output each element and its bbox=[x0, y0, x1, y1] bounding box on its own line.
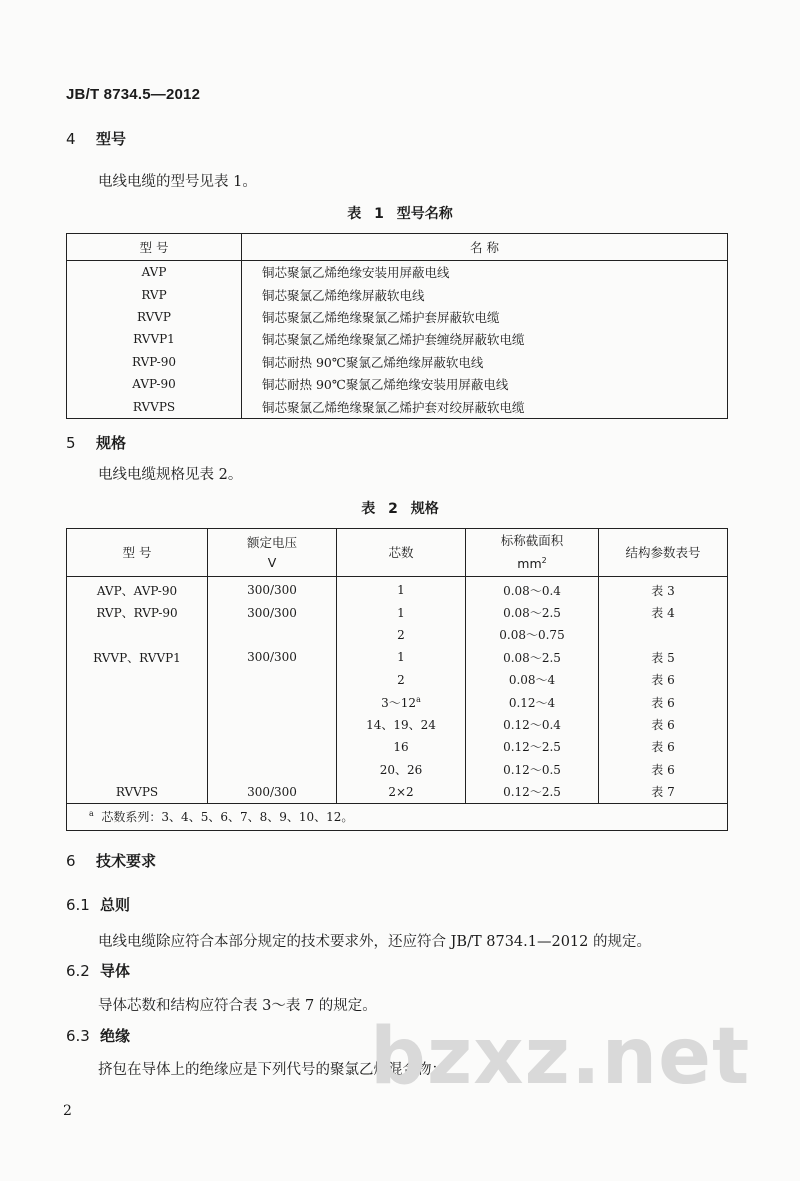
model-cell: RVP-90 bbox=[67, 351, 242, 373]
cores-cell: 1 bbox=[337, 646, 466, 668]
cores-cell: 1 bbox=[337, 577, 466, 602]
struct-cell: 表 6 bbox=[651, 673, 675, 688]
voltage-cell: 300/300 bbox=[208, 646, 337, 668]
page-number: 2 bbox=[63, 1103, 72, 1119]
name-cell: 铜芯耐热 90℃聚氯乙烯绝缘安装用屏蔽电线 bbox=[262, 377, 509, 393]
model-cell: RVVP1 bbox=[67, 328, 242, 350]
section-number: 6.1 bbox=[66, 896, 90, 914]
area-unit-exponent: 2 bbox=[541, 555, 547, 565]
table-row bbox=[67, 624, 728, 646]
section-5-heading bbox=[66, 432, 126, 453]
area-cell: 0.08～0.4 bbox=[466, 577, 599, 602]
section-number: 5 bbox=[66, 434, 76, 452]
section-6-1-text: 电线电缆除应符合本部分规定的技术要求外，还应符合 JB/T 8734.1—2012 的规定。 bbox=[98, 934, 651, 950]
footnote-text: 芯数系列：3、4、5、6、7、8、9、10、12。 bbox=[101, 810, 354, 825]
area-cell: 0.08～4 bbox=[466, 669, 599, 691]
table-2-header-voltage bbox=[208, 529, 337, 577]
table-row bbox=[67, 758, 728, 780]
model-cell: RVVP bbox=[67, 306, 242, 328]
area-unit bbox=[517, 556, 546, 571]
table-row bbox=[67, 601, 728, 623]
table-row bbox=[67, 577, 728, 602]
section-6-2-text: 导体芯数和结构应符合表 3～表 7 的规定。 bbox=[98, 998, 377, 1014]
model-cell: RVVPS bbox=[67, 395, 242, 418]
area-cell: 0.12～2.5 bbox=[466, 736, 599, 758]
struct-cell: 表 6 bbox=[651, 740, 675, 755]
table-2-caption: 表 2 规格 bbox=[361, 501, 439, 517]
name-cell: 铜芯聚氯乙烯绝缘屏蔽软电线 bbox=[262, 287, 425, 303]
table-footnote bbox=[67, 803, 728, 830]
cores-value: 3～12 bbox=[381, 695, 417, 710]
section-6-3-text: 挤包在导体上的绝缘应是下列代号的聚氯乙烯混合物： bbox=[98, 1062, 446, 1078]
voltage-cell bbox=[208, 669, 337, 691]
struct-cell: 表 3 bbox=[651, 583, 675, 598]
footnote-marker: a bbox=[416, 694, 421, 704]
struct-cell: 表 6 bbox=[651, 762, 675, 777]
cores-cell: 1 bbox=[337, 601, 466, 623]
struct-cell: 表 4 bbox=[651, 606, 675, 621]
name-cell: 铜芯聚氯乙烯绝缘聚氯乙烯护套缠绕屏蔽软电缆 bbox=[262, 332, 525, 348]
section-4-heading bbox=[66, 128, 126, 149]
section-number: 4 bbox=[66, 130, 76, 148]
section-6-2-heading bbox=[66, 960, 130, 981]
struct-cell: 表 6 bbox=[651, 718, 675, 733]
name-cell: 铜芯耐热 90℃聚氯乙烯绝缘屏蔽软电线 bbox=[262, 354, 484, 370]
table-1-header-model: 型 号 bbox=[67, 234, 242, 261]
table-row bbox=[67, 261, 728, 284]
table-row bbox=[67, 646, 728, 668]
area-cell: 0.12～0.4 bbox=[466, 713, 599, 735]
voltage-cell: 300/300 bbox=[208, 577, 337, 602]
struct-cell: 表 5 bbox=[651, 650, 675, 665]
model-cell: RVVPS bbox=[67, 781, 208, 804]
area-cell: 0.08～0.75 bbox=[466, 624, 599, 646]
cores-cell: 2×2 bbox=[337, 781, 466, 804]
voltage-cell bbox=[208, 758, 337, 780]
area-unit-base: mm bbox=[517, 556, 542, 572]
voltage-cell bbox=[208, 691, 337, 713]
struct-cell bbox=[599, 624, 728, 646]
table-2 bbox=[66, 528, 728, 831]
section-6-heading bbox=[66, 850, 156, 871]
model-cell: AVP、AVP-90 bbox=[67, 577, 208, 602]
cores-cell: 14、19、24 bbox=[337, 713, 466, 735]
area-label: 标称截面积 bbox=[500, 532, 564, 548]
table-row bbox=[67, 713, 728, 735]
section-title: 规格 bbox=[96, 434, 127, 452]
table-row bbox=[67, 283, 728, 305]
table-2-header-model: 型 号 bbox=[67, 529, 208, 577]
model-cell bbox=[67, 669, 208, 691]
section-6-1-heading bbox=[66, 894, 130, 915]
cores-cell: 2 bbox=[337, 624, 466, 646]
voltage-cell bbox=[208, 713, 337, 735]
table-row bbox=[67, 669, 728, 691]
table-row bbox=[67, 781, 728, 804]
standard-code: JB/T 8734.5—2012 bbox=[66, 86, 201, 103]
section-title: 导体 bbox=[100, 962, 131, 980]
voltage-cell bbox=[208, 736, 337, 758]
model-cell bbox=[67, 624, 208, 646]
section-4-text: 电线电缆的型号见表 1。 bbox=[98, 174, 257, 190]
struct-cell: 表 6 bbox=[651, 695, 675, 710]
model-cell: RVVP、RVVP1 bbox=[67, 646, 208, 668]
area-cell: 0.12～2.5 bbox=[466, 781, 599, 804]
model-cell bbox=[67, 691, 208, 713]
model-cell bbox=[67, 758, 208, 780]
table-1-caption: 表 1 型号名称 bbox=[347, 206, 453, 222]
cores-cell bbox=[337, 691, 466, 713]
model-cell bbox=[67, 736, 208, 758]
table-row bbox=[67, 306, 728, 328]
section-5-text: 电线电缆规格见表 2。 bbox=[98, 467, 243, 483]
name-cell: 铜芯聚氯乙烯绝缘安装用屏蔽电线 bbox=[262, 265, 450, 281]
area-cell: 0.08～2.5 bbox=[466, 646, 599, 668]
voltage-cell bbox=[208, 624, 337, 646]
table-2-header-area bbox=[466, 529, 599, 577]
voltage-cell: 300/300 bbox=[208, 781, 337, 804]
voltage-label: 额定电压 bbox=[246, 534, 297, 550]
model-cell bbox=[67, 713, 208, 735]
table-row bbox=[67, 328, 728, 350]
struct-cell: 表 7 bbox=[651, 785, 675, 800]
name-cell: 铜芯聚氯乙烯绝缘聚氯乙烯护套对绞屏蔽软电缆 bbox=[262, 399, 525, 415]
cores-cell: 16 bbox=[337, 736, 466, 758]
section-number: 6 bbox=[66, 852, 76, 870]
section-number: 6.2 bbox=[66, 962, 90, 980]
name-cell: 铜芯聚氯乙烯绝缘聚氯乙烯护套屏蔽软电缆 bbox=[262, 309, 500, 325]
area-cell: 0.12～0.5 bbox=[466, 758, 599, 780]
cores-cell: 20、26 bbox=[337, 758, 466, 780]
table-2-header-cores: 芯数 bbox=[337, 529, 466, 577]
area-cell: 0.12～4 bbox=[466, 691, 599, 713]
table-1 bbox=[66, 233, 728, 419]
section-title: 绝缘 bbox=[100, 1027, 131, 1045]
section-title: 型号 bbox=[96, 130, 127, 148]
site-watermark: bzxz.net bbox=[370, 1012, 751, 1102]
model-cell: AVP-90 bbox=[67, 373, 242, 395]
model-cell: RVP bbox=[67, 283, 242, 305]
section-title: 总则 bbox=[100, 896, 131, 914]
section-title: 技术要求 bbox=[96, 852, 157, 870]
cores-cell: 2 bbox=[337, 669, 466, 691]
table-row bbox=[67, 351, 728, 373]
table-row bbox=[67, 736, 728, 758]
section-6-3-heading bbox=[66, 1025, 130, 1046]
table-1-header-name: 名 称 bbox=[242, 234, 728, 261]
section-number: 6.3 bbox=[66, 1027, 90, 1045]
voltage-cell: 300/300 bbox=[208, 601, 337, 623]
table-row bbox=[67, 373, 728, 395]
area-cell: 0.08～2.5 bbox=[466, 601, 599, 623]
table-row bbox=[67, 395, 728, 418]
table-row bbox=[67, 691, 728, 713]
voltage-unit: V bbox=[267, 554, 277, 570]
footnote-mark: a bbox=[89, 809, 94, 819]
table-2-header-struct: 结构参数表号 bbox=[599, 529, 728, 577]
model-cell: AVP bbox=[67, 261, 242, 284]
model-cell: RVP、RVP-90 bbox=[67, 601, 208, 623]
table-footnote-row bbox=[67, 803, 728, 830]
